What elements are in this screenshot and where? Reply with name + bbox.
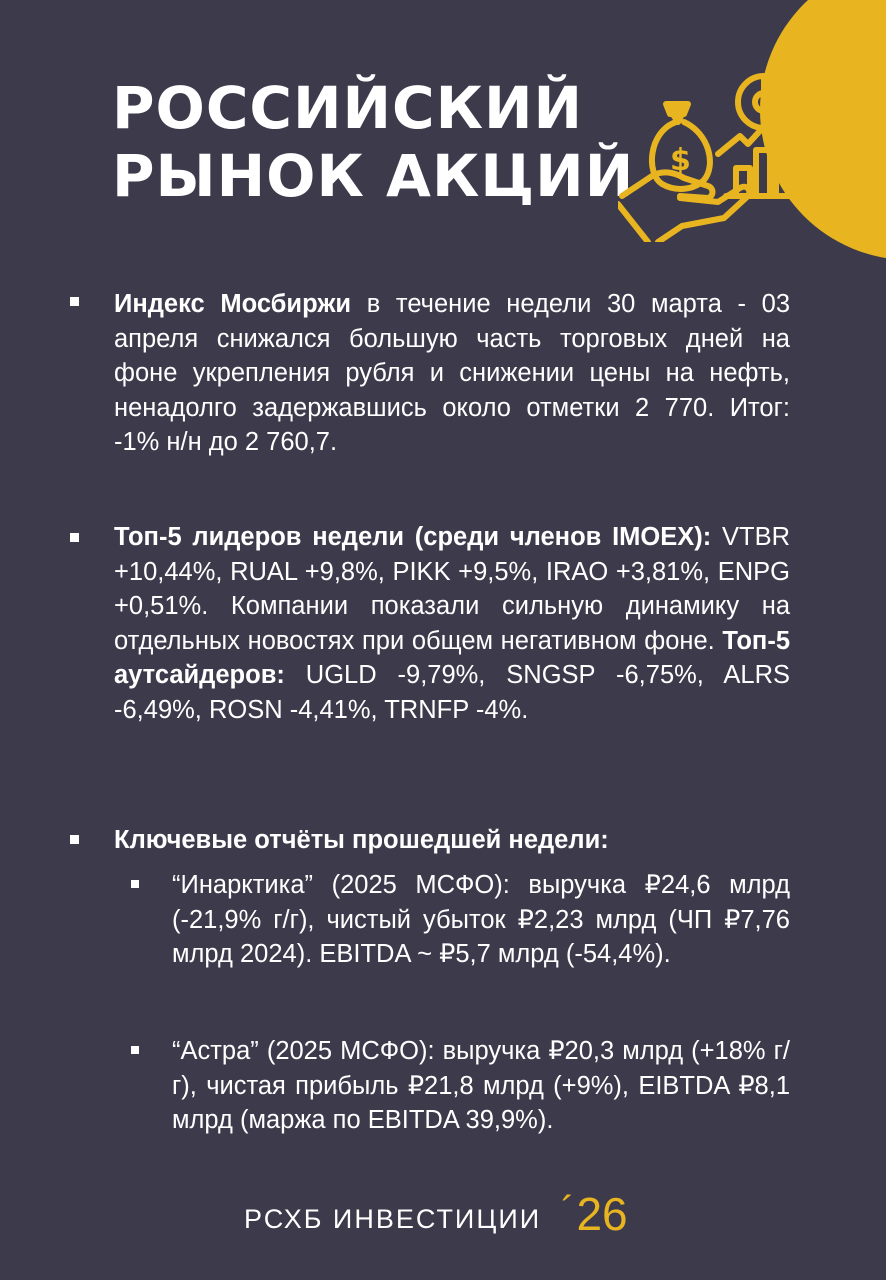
bullet-marker — [70, 533, 84, 547]
leaders-bold-label: Топ-5 лидеров недели (среди членов IMOEX): — [114, 523, 712, 551]
index-bold-label: Индекс Мосбиржи — [114, 290, 352, 318]
footer-logo — [244, 1180, 628, 1239]
leaders-paragraph — [114, 520, 790, 728]
reports-bold-label: Ключевые отчёты прошедшей недели: — [114, 826, 609, 854]
footer-year-number: 26 — [576, 1188, 628, 1240]
page-title — [112, 74, 634, 210]
title-line-1: РОССИЙСКИЙ — [112, 74, 584, 142]
outsiders-text: UGLD -9,79%, SNGSP -6,75%, ALRS -6,49%, ROSN -4,41%, TRNFP -4%. — [114, 661, 790, 724]
money-bag-growth-chart-icon — [618, 66, 798, 242]
outsiders-bold-label: Топ-5 аутсайдеров: — [114, 626, 790, 690]
footer-year — [561, 1186, 628, 1245]
report-item: “Астра” (2025 МСФО): выручка ₽20,3 млрд (+18% г/г), чистая прибыль ₽21,8 млрд (+9%), EIBTDA ₽8,1 млрд (маржа по EBITDA 39,9%). — [172, 1037, 790, 1135]
sub-bullet-marker — [131, 880, 141, 890]
title-line-2: РЫНОК АКЦИЙ — [112, 142, 635, 210]
bullet-marker — [70, 297, 84, 311]
report-item: “Инарктика” (2025 МСФО): выручка ₽24,6 млрд (-21,9% г/г), чистый убыток ₽2,23 млрд (ЧП ₽7,76 млрд 2024). EBITDA ~ ₽5,7 млрд (-54,4%). — [172, 871, 790, 969]
bullet-marker — [70, 835, 84, 849]
index-text: в течение недели 30 марта - 03 апреля снижался большую часть торговых дней на фоне укрепления рубля и снижении цены на нефть, ненадолго задержавшись около отметки 2 770. Итог: -1% н/н до 2 760,7. — [114, 290, 791, 457]
reports-heading — [114, 823, 790, 858]
sub-bullet-marker — [131, 1046, 141, 1056]
svg-text:$: $ — [670, 143, 691, 178]
leaders-text: VTBR +10,44%, RUAL +9,8%, PIKK +9,5%, IRAO +3,81%, ENPG +0,51%. Компании показали сильную динамику на отдельных новостях при общем негативном фоне. — [114, 523, 791, 655]
footer-apostrophe: ´ — [561, 1189, 575, 1233]
index-paragraph — [114, 287, 790, 460]
footer-brand: РСХБ ИНВЕСТИЦИИ — [244, 1204, 542, 1234]
